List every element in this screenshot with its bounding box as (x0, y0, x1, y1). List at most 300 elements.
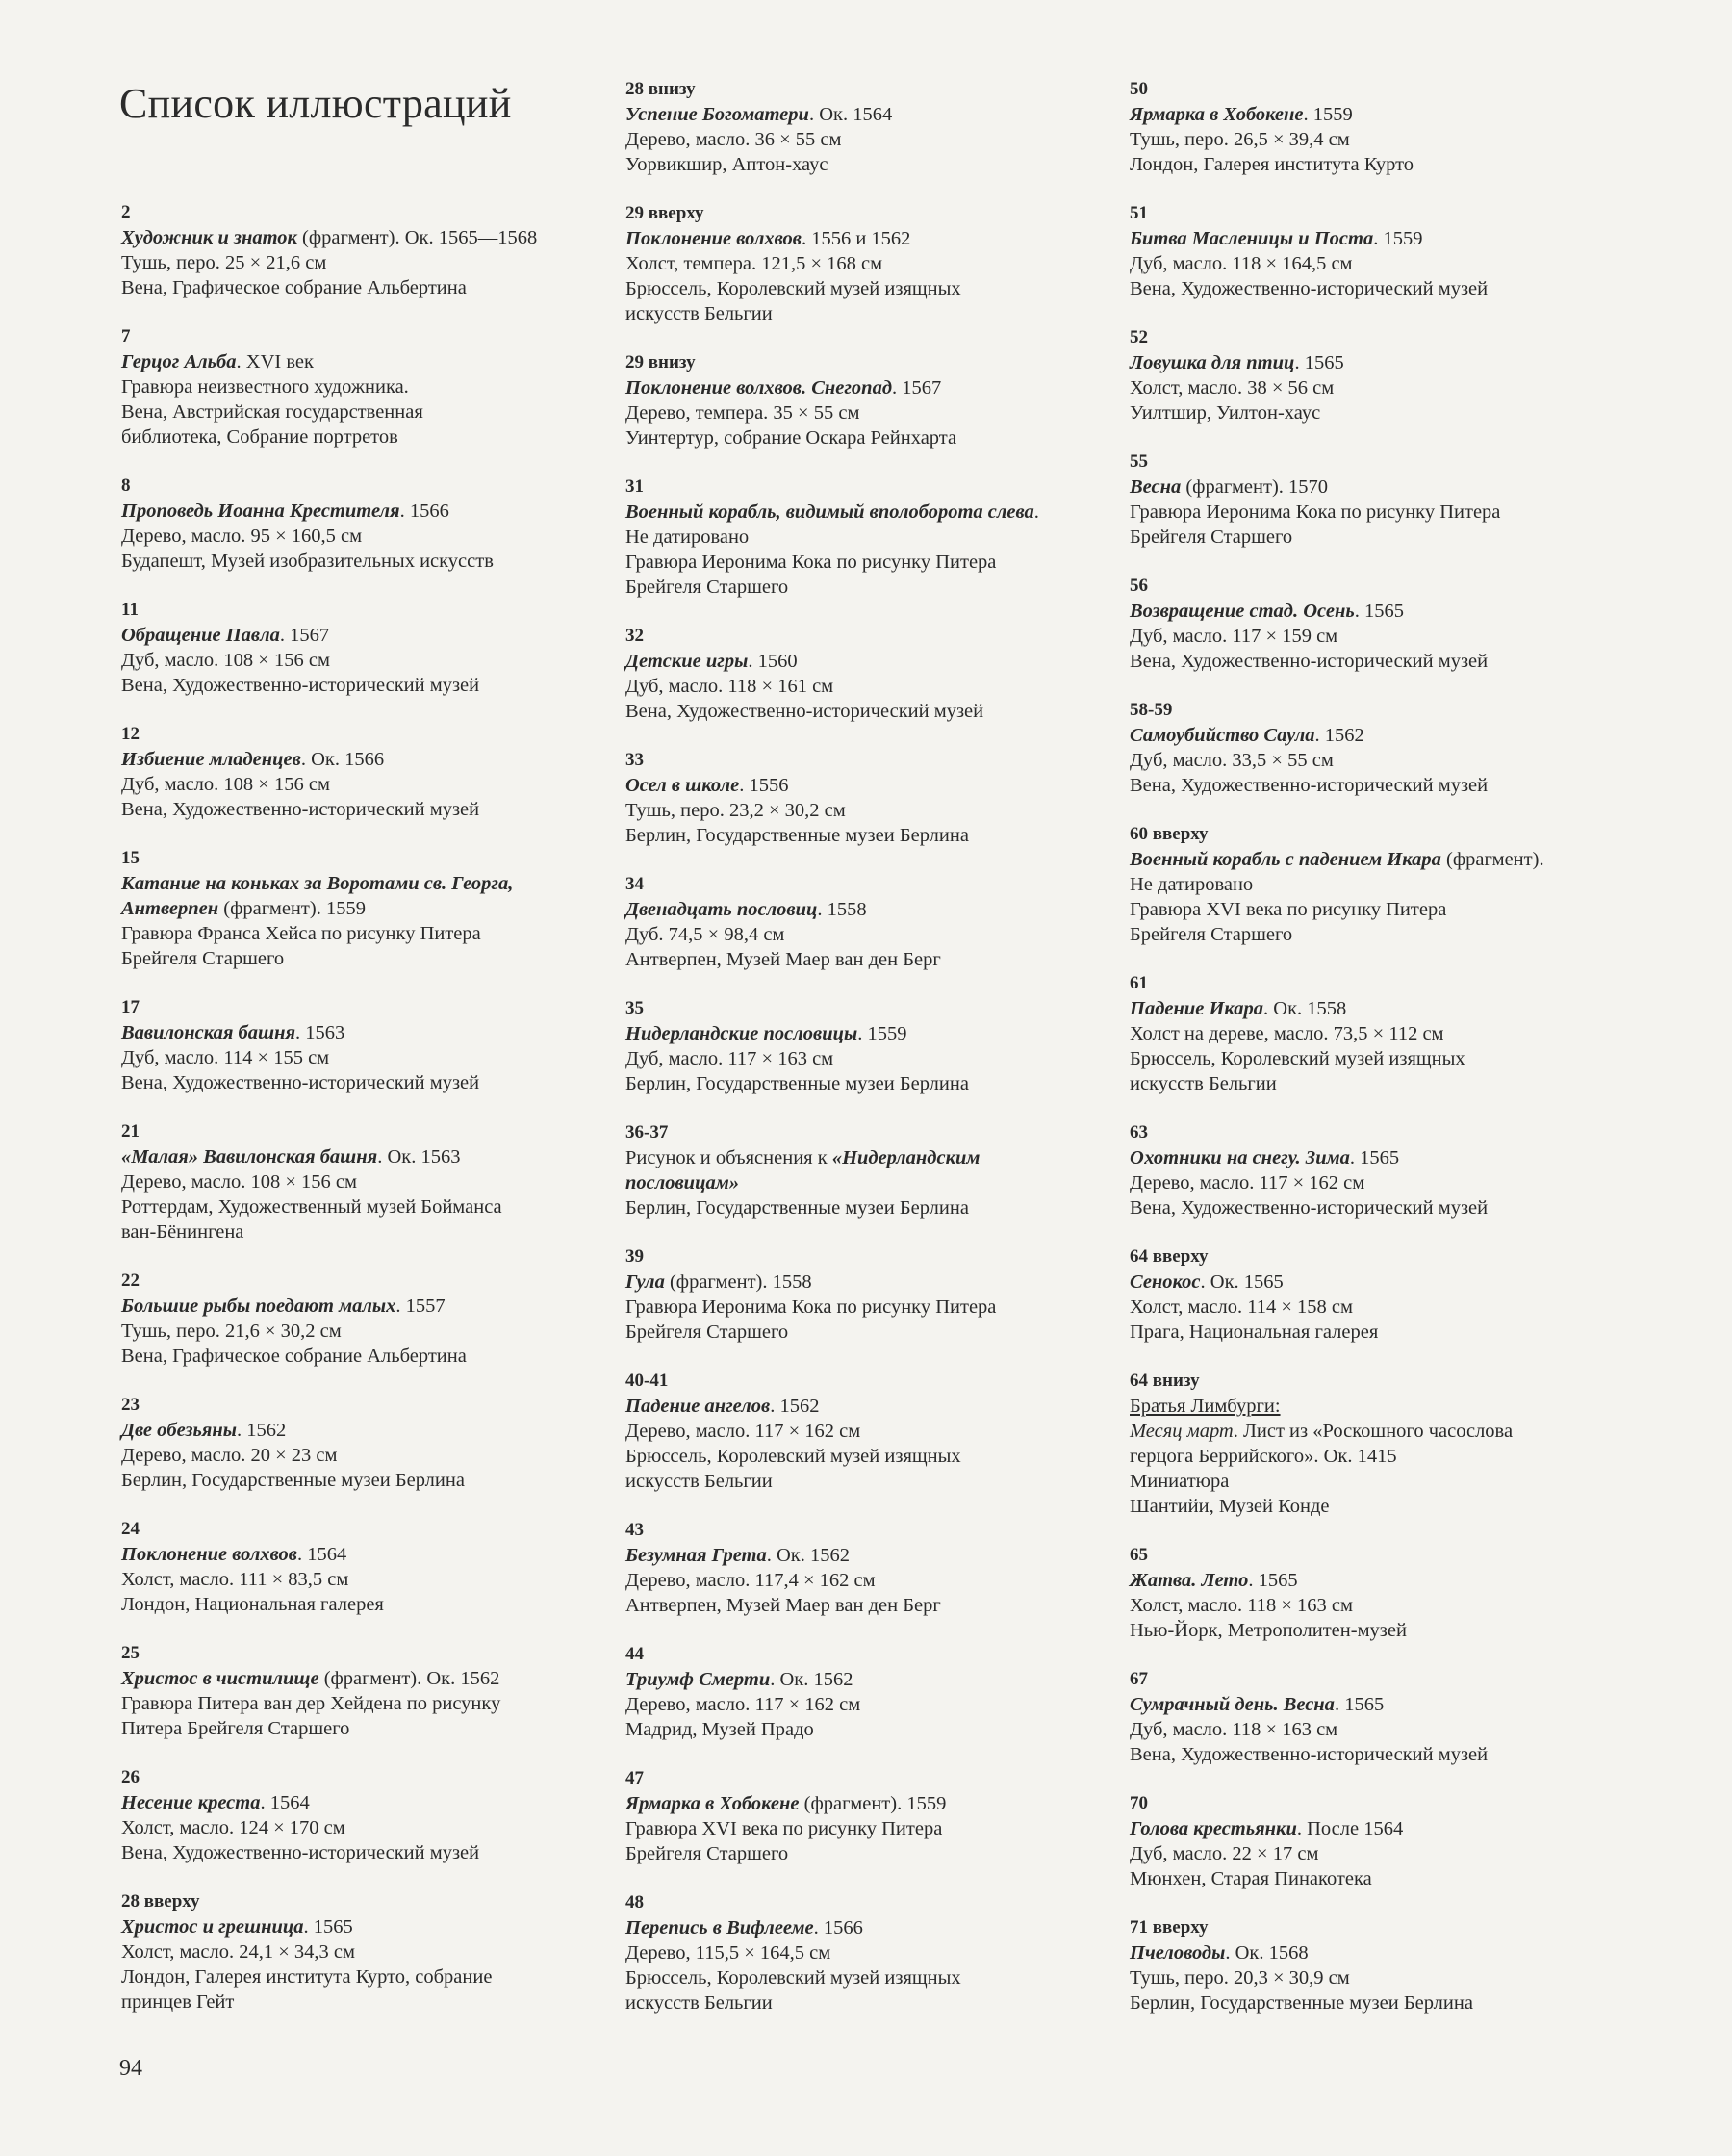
illustration-number: 29 вверху (625, 203, 704, 223)
entry-text: Лондон, Галерея института Курто, собрание (121, 1966, 493, 1988)
entry-line (1130, 1692, 1611, 1717)
illustration-entry (1130, 1369, 1611, 1519)
entry-line (1130, 400, 1611, 425)
entry-text: Берлин, Государственные музеи Берлина (625, 1073, 969, 1094)
entry-line (625, 1270, 1107, 1295)
entry-text: Дуб, масло. 118 × 163 см (1130, 1719, 1338, 1740)
entry-text: (фрагмент). Ок. 1562 (318, 1668, 500, 1689)
entry-text: . Ок. 1564 (808, 104, 893, 125)
illustration-entry (121, 1119, 602, 1245)
illustration-number: 70 (1130, 1793, 1148, 1813)
entry-line (1130, 1145, 1611, 1170)
entry-text: . 1562 (236, 1420, 287, 1441)
illustration-entry (625, 1642, 1107, 1742)
entry-text: Антверпен, Музей Маер ван ден Берг (625, 949, 941, 970)
illustration-entry (1130, 1245, 1611, 1345)
entry-line (121, 499, 602, 524)
entry-line (625, 1394, 1107, 1419)
entry-line (121, 250, 602, 275)
artwork-title: Двенадцать пословиц (625, 899, 818, 920)
entry-line (1130, 897, 1611, 922)
entry-line (1130, 1965, 1611, 1990)
entry-line (1130, 475, 1611, 500)
artwork-title: Перепись в Вифлееме (625, 1917, 814, 1938)
entry-line (121, 1045, 602, 1070)
page-title: Список иллюстраций (119, 80, 512, 127)
entry-line (121, 1840, 602, 1865)
entry-line (1130, 1940, 1611, 1965)
artwork-title: «Малая» Вавилонская башня (121, 1146, 378, 1168)
entry-line (121, 1592, 602, 1617)
illustration-number: 61 (1130, 973, 1148, 993)
entry-line (121, 1815, 602, 1840)
entry-line (121, 1939, 602, 1964)
entry-line (121, 1319, 602, 1344)
entry-line (1130, 1195, 1611, 1220)
entry-text: . Лист из «Роскошного часослова (1233, 1421, 1514, 1442)
entry-text: . 1562 (1314, 725, 1364, 746)
entry-line (625, 1195, 1107, 1220)
entry-text: Брейгеля Старшего (625, 1322, 789, 1343)
artwork-title: Пчеловоды (1130, 1942, 1226, 1964)
entry-text: Дерево, темпера. 35 × 55 см (625, 402, 860, 424)
entry-line (121, 1989, 602, 2015)
entry-line (625, 251, 1107, 276)
entry-text: Нью-Йорк, Метрополитен-музей (1130, 1620, 1407, 1641)
entry-text: . 1564 (260, 1792, 310, 1813)
entry-line (1130, 1320, 1611, 1345)
artist-name: Братья Лимбурги: (1130, 1396, 1281, 1417)
entry-text: Шантийи, Музей Конде (1130, 1496, 1330, 1517)
entry-line (625, 699, 1107, 724)
entry-line (121, 225, 602, 250)
entry-text: Будапешт, Музей изобразительных искусств (121, 551, 494, 572)
illustration-entry (625, 1890, 1107, 2015)
artwork-title: Осел в школе (625, 775, 740, 796)
entry-line (625, 1046, 1107, 1071)
entry-text: . 1565 (1354, 601, 1404, 622)
illustration-number: 8 (121, 475, 131, 496)
entry-text: Гравюра Франса Хейса по рисунку Питера (121, 923, 481, 944)
illustration-number: 39 (625, 1246, 644, 1267)
entry-text: искусств Бельгии (625, 303, 773, 324)
illustration-number: 58-59 (1130, 700, 1173, 720)
illustration-number: 40-41 (625, 1371, 669, 1391)
entry-text: . 1557 (395, 1296, 446, 1317)
entry-text: Вена, Художественно-исторический музей (121, 1072, 480, 1093)
illustration-entry (625, 996, 1107, 1096)
entry-text: . Ок. 1563 (377, 1146, 461, 1168)
entry-text: Мадрид, Музей Прадо (625, 1719, 814, 1740)
entry-line (625, 152, 1107, 177)
entry-line (625, 1816, 1107, 1841)
entry-line (1130, 1717, 1611, 1742)
illustration-entry (1130, 1543, 1611, 1643)
entry-text: Вена, Художественно-исторический музей (1130, 1744, 1489, 1765)
illustration-number: 35 (625, 998, 644, 1018)
entry-text: Уорвикшир, Аптон-хаус (625, 154, 828, 175)
illustration-entry (625, 1120, 1107, 1220)
entry-line (625, 674, 1107, 699)
entry-line (625, 127, 1107, 152)
entry-text: . 1565 (303, 1916, 353, 1938)
artwork-title: Голова крестьянки (1130, 1818, 1297, 1839)
entry-line (121, 1443, 602, 1468)
entry-text: Дерево, масло. 117,4 × 162 см (625, 1570, 876, 1591)
entry-line (625, 773, 1107, 798)
illustration-number: 12 (121, 724, 140, 744)
artwork-title: Жатва. Лето (1130, 1570, 1249, 1591)
entry-line (1130, 1742, 1611, 1767)
entry-line (121, 1344, 602, 1369)
entry-text: Прага, Национальная галерея (1130, 1322, 1379, 1343)
entry-line (625, 1915, 1107, 1940)
entry-text: (фрагмент). Ок. 1565—1568 (296, 227, 538, 248)
entry-text: Дерево, масло. 36 × 55 см (625, 129, 842, 150)
entry-line (121, 673, 602, 698)
entry-line (121, 648, 602, 673)
entry-text: Брюссель, Королевский музей изящных (625, 1446, 961, 1467)
illustration-entry (625, 201, 1107, 326)
entry-line (625, 1021, 1107, 1046)
entry-text: Вена, Художественно-исторический музей (1130, 651, 1489, 672)
entry-line (1130, 1170, 1611, 1195)
entry-line (625, 1170, 1107, 1195)
entry-line (1130, 152, 1611, 177)
entry-text: Роттердам, Художественный музей Бойманса (121, 1196, 502, 1218)
entry-text: Вена, Австрийская государственная (121, 401, 423, 423)
entry-line (625, 500, 1107, 525)
entry-line (625, 1145, 1107, 1170)
entry-line (1130, 1494, 1611, 1519)
entry-line (121, 623, 602, 648)
illustration-column-1 (121, 200, 602, 2039)
entry-line (1130, 1866, 1611, 1891)
entry-line (1130, 102, 1611, 127)
entry-text: Миниатюра (1130, 1471, 1230, 1492)
entry-text: . Ок. 1562 (770, 1669, 853, 1690)
entry-text: . 1567 (892, 377, 942, 398)
entry-line (121, 349, 602, 374)
artwork-title: Битва Масленицы и Поста (1130, 228, 1374, 249)
entry-text: . 1559 (1373, 228, 1423, 249)
entry-text: . 1565 (1349, 1147, 1400, 1168)
entry-line (625, 1469, 1107, 1494)
entry-line (625, 1419, 1107, 1444)
entry-text: Не датировано (1130, 874, 1254, 895)
entry-text: Рисунок и объяснения к (625, 1147, 832, 1168)
entry-line (121, 1914, 602, 1939)
illustration-number: 28 внизу (625, 79, 696, 99)
illustration-number: 15 (121, 848, 140, 868)
entry-text: . 1556 и 1562 (801, 228, 911, 249)
entry-text: . 1566 (399, 500, 449, 522)
entry-text: . После 1564 (1296, 1818, 1404, 1839)
entry-line (121, 524, 602, 549)
illustration-number: 64 внизу (1130, 1371, 1200, 1391)
entry-text: . Ок. 1566 (300, 749, 385, 770)
entry-line (1130, 1295, 1611, 1320)
artwork-title: Большие рыбы поедают малых (121, 1296, 396, 1317)
entry-text: . Ок. 1558 (1263, 998, 1347, 1019)
illustration-number: 28 вверху (121, 1891, 200, 1912)
entry-line (1130, 748, 1611, 773)
illustration-entry (625, 77, 1107, 177)
entry-text: . 1566 (813, 1917, 863, 1938)
artwork-title: Безумная Грета (625, 1545, 767, 1566)
entry-line (121, 1964, 602, 1989)
entry-line (625, 1990, 1107, 2015)
illustration-entry (625, 475, 1107, 600)
entry-line (625, 1965, 1107, 1990)
entry-text: Берлин, Государственные музеи Берлина (1130, 1992, 1473, 2014)
entry-line (625, 1295, 1107, 1320)
entry-line (1130, 1593, 1611, 1618)
entry-line (121, 797, 602, 822)
entry-text: Вена, Художественно-исторический музей (1130, 1197, 1489, 1219)
entry-line (121, 1790, 602, 1815)
entry-text: . 1559 (857, 1023, 907, 1044)
entry-line (121, 1169, 602, 1194)
entry-line (625, 798, 1107, 823)
entry-text: Вена, Художественно-исторический музей (1130, 775, 1489, 796)
entry-line (121, 1144, 602, 1169)
entry-text: искусств Бельгии (1130, 1073, 1277, 1094)
illustration-entry (625, 748, 1107, 848)
artwork-title: Ярмарка в Хобокене (1130, 104, 1304, 125)
entry-text: библиотека, Собрание портретов (121, 426, 398, 448)
artwork-title: Гула (625, 1271, 665, 1293)
entry-text: . 1564 (296, 1544, 347, 1565)
illustration-number: 48 (625, 1892, 644, 1912)
artwork-title: Герцог Альба (121, 351, 237, 372)
entry-text: Холст, масло. 111 × 83,5 см (121, 1569, 349, 1590)
illustration-entry (121, 1517, 602, 1617)
illustration-number: 29 внизу (625, 352, 696, 372)
illustration-number: 36-37 (625, 1122, 669, 1142)
entry-text: Дерево, масло. 117 × 162 см (625, 1421, 861, 1442)
entry-line (121, 275, 602, 300)
entry-line (625, 1667, 1107, 1692)
entry-text: Вена, Художественно-исторический музей (121, 799, 480, 820)
artwork-title: Нидерландские пословицы (625, 1023, 858, 1044)
entry-line (1130, 723, 1611, 748)
illustration-number: 60 вверху (1130, 824, 1209, 844)
entry-text: Дуб, масло. 108 × 156 см (121, 650, 330, 671)
illustration-entry (1130, 449, 1611, 550)
illustration-entry (121, 324, 602, 449)
artwork-title: Несение креста (121, 1792, 261, 1813)
entry-text: . 1563 (295, 1022, 345, 1043)
entry-text: Дерево, масло. 108 × 156 см (121, 1171, 357, 1193)
entry-line (1130, 350, 1611, 375)
entry-text: Тушь, перо. 25 × 21,6 см (121, 252, 327, 273)
illustration-number: 71 вверху (1130, 1917, 1209, 1938)
illustration-entry (1130, 971, 1611, 1096)
artwork-title: Поклонение волхвов. Снегопад (625, 377, 892, 398)
illustration-number: 24 (121, 1519, 140, 1539)
entry-text: Гравюра XVI века по рисунку Питера (1130, 899, 1447, 920)
entry-line (121, 1716, 602, 1741)
entry-text: Брейгеля Старшего (625, 577, 789, 598)
entry-text: Дерево, масло. 117 × 162 см (1130, 1172, 1365, 1194)
entry-text: . Ок. 1568 (1225, 1942, 1309, 1964)
entry-text: Вена, Художественно-исторический музей (121, 1842, 480, 1863)
entry-text: Гравюра Питера ван дер Хейдена по рисунку (121, 1693, 501, 1714)
entry-line (625, 922, 1107, 947)
illustration-entry (1130, 77, 1611, 177)
entry-line (625, 1717, 1107, 1742)
entry-line (1130, 525, 1611, 550)
illustration-entry (121, 846, 602, 971)
entry-text: Антверпен, Музей Маер ван ден Берг (625, 1595, 941, 1616)
entry-line (1130, 276, 1611, 301)
entry-text: ван-Бёнингена (121, 1221, 244, 1243)
entry-line (121, 424, 602, 449)
entry-line (625, 1791, 1107, 1816)
entry-line (625, 550, 1107, 575)
entry-text: Дуб, масло. 114 × 155 см (121, 1047, 330, 1068)
entry-line (1130, 922, 1611, 947)
entry-line (1130, 1394, 1611, 1419)
illustration-entry (625, 872, 1107, 972)
artwork-title: Поклонение волхвов (121, 1544, 297, 1565)
entry-line (121, 1542, 602, 1567)
entry-line (625, 1692, 1107, 1717)
illustration-entry (1130, 1667, 1611, 1767)
entry-text: . Ок. 1562 (766, 1545, 851, 1566)
entry-text: . (1033, 501, 1039, 523)
entry-line (121, 1194, 602, 1219)
entry-line (121, 1294, 602, 1319)
entry-line (121, 1567, 602, 1592)
entry-text: Брейгеля Старшего (1130, 924, 1293, 945)
entry-text: . 1565 (1294, 352, 1344, 373)
entry-line (625, 575, 1107, 600)
entry-text: герцога Беррийского». Ок. 1415 (1130, 1446, 1397, 1467)
artwork-title: Проповедь Иоанна Крестителя (121, 500, 400, 522)
illustration-entry (1130, 325, 1611, 425)
entry-line (1130, 1071, 1611, 1096)
illustration-number: 22 (121, 1270, 140, 1291)
entry-text: Вена, Художественно-исторический музей (121, 675, 480, 696)
illustration-number: 47 (625, 1768, 644, 1788)
entry-text: Дуб, масло. 117 × 163 см (625, 1048, 834, 1069)
entry-text: Дерево, масло. 20 × 23 см (121, 1445, 338, 1466)
illustration-number: 17 (121, 997, 140, 1017)
entry-text: Холст, масло. 24,1 × 34,3 см (121, 1941, 356, 1963)
artwork-title: Триумф Смерти (625, 1669, 771, 1690)
entry-text: Дерево, масло. 117 × 162 см (625, 1694, 861, 1715)
artwork-title: Падение ангелов (625, 1396, 771, 1417)
entry-line (1130, 649, 1611, 674)
entry-text: Брюссель, Королевский музей изящных (625, 278, 961, 299)
illustration-number: 50 (1130, 79, 1148, 99)
entry-text: Берлин, Государственные музеи Берлина (625, 825, 969, 846)
illustration-number: 44 (625, 1644, 644, 1664)
artwork-title: Весна (1130, 476, 1182, 498)
illustration-number: 26 (121, 1767, 140, 1787)
illustration-number: 55 (1130, 451, 1148, 472)
entry-line (121, 896, 602, 921)
entry-line (1130, 375, 1611, 400)
entry-text: . 1565 (1248, 1570, 1298, 1591)
artwork-title: Сумрачный день. Весна (1130, 1694, 1335, 1715)
illustration-entry (121, 995, 602, 1095)
illustration-number: 52 (1130, 327, 1148, 347)
entry-text: Мюнхен, Старая Пинакотека (1130, 1868, 1372, 1889)
illustration-entry (121, 474, 602, 574)
illustration-entry (625, 1766, 1107, 1866)
illustration-number: 31 (625, 476, 644, 497)
entry-line (1130, 500, 1611, 525)
illustration-number: 7 (121, 326, 131, 346)
illustration-entry (121, 1641, 602, 1741)
artwork-title: Сенокос (1130, 1271, 1201, 1293)
artwork-title: Катание на коньках за Воротами св. Георга, (121, 873, 514, 894)
artwork-title: Две обезьяны (121, 1420, 237, 1441)
entry-text: Холст, масло. 124 × 170 см (121, 1817, 345, 1838)
entry-line (625, 400, 1107, 425)
entry-text: Холст на дереве, масло. 73,5 × 112 см (1130, 1023, 1444, 1044)
entry-text: Берлин, Государственные музеи Берлина (121, 1470, 465, 1491)
entry-text: Холст, масло. 114 × 158 см (1130, 1296, 1353, 1318)
artwork-title: пословицам» (625, 1172, 740, 1194)
artwork-title: Ловушка для птиц (1130, 352, 1295, 373)
entry-text: Гравюра Иеронима Кока по рисунку Питера (625, 552, 997, 573)
entry-text: (фрагмент). 1558 (664, 1271, 812, 1293)
illustration-number: 43 (625, 1520, 644, 1540)
illustration-number: 34 (625, 874, 644, 894)
entry-line (1130, 226, 1611, 251)
entry-text: Гравюра Иеронима Кока по рисунку Питера (625, 1296, 997, 1318)
illustration-number: 65 (1130, 1545, 1148, 1565)
entry-text: Вена, Графическое собрание Альбертина (121, 1346, 467, 1367)
illustration-entry (625, 1518, 1107, 1618)
entry-line (121, 1666, 602, 1691)
artwork-title: Поклонение волхвов (625, 228, 802, 249)
artwork-title: Избиение младенцев (121, 749, 301, 770)
entry-line (1130, 1046, 1611, 1071)
entry-text: Лондон, Национальная галерея (121, 1594, 384, 1615)
illustration-number: 64 вверху (1130, 1246, 1209, 1267)
entry-line (1130, 1990, 1611, 2015)
entry-text: искусств Бельгии (625, 1992, 773, 2014)
illustration-entry (1130, 1120, 1611, 1220)
entry-text: Холст, масло. 38 × 56 см (1130, 377, 1335, 398)
entry-text: Брейгеля Старшего (121, 948, 285, 969)
artwork-title: «Нидерландским (831, 1147, 981, 1168)
entry-line (1130, 251, 1611, 276)
entry-text: Дуб. 74,5 × 98,4 см (625, 924, 785, 945)
entry-line (1130, 872, 1611, 897)
entry-line (1130, 773, 1611, 798)
entry-text: Дерево, 115,5 × 164,5 см (625, 1942, 831, 1964)
illustration-entry (1130, 574, 1611, 674)
entry-text: . 1567 (279, 625, 330, 646)
entry-text: Тушь, перо. 26,5 × 39,4 см (1130, 129, 1350, 150)
entry-text: Брюссель, Королевский музей изящных (625, 1967, 961, 1989)
entry-text: . XVI век (236, 351, 314, 372)
entry-line (1130, 599, 1611, 624)
entry-line (625, 947, 1107, 972)
artwork-title: Ярмарка в Хобокене (625, 1793, 800, 1814)
illustration-entry (625, 1369, 1107, 1494)
entry-text: Вена, Художественно-исторический музей (625, 701, 984, 722)
entry-line (121, 946, 602, 971)
entry-line (625, 102, 1107, 127)
artwork-title: Художник и знаток (121, 227, 297, 248)
